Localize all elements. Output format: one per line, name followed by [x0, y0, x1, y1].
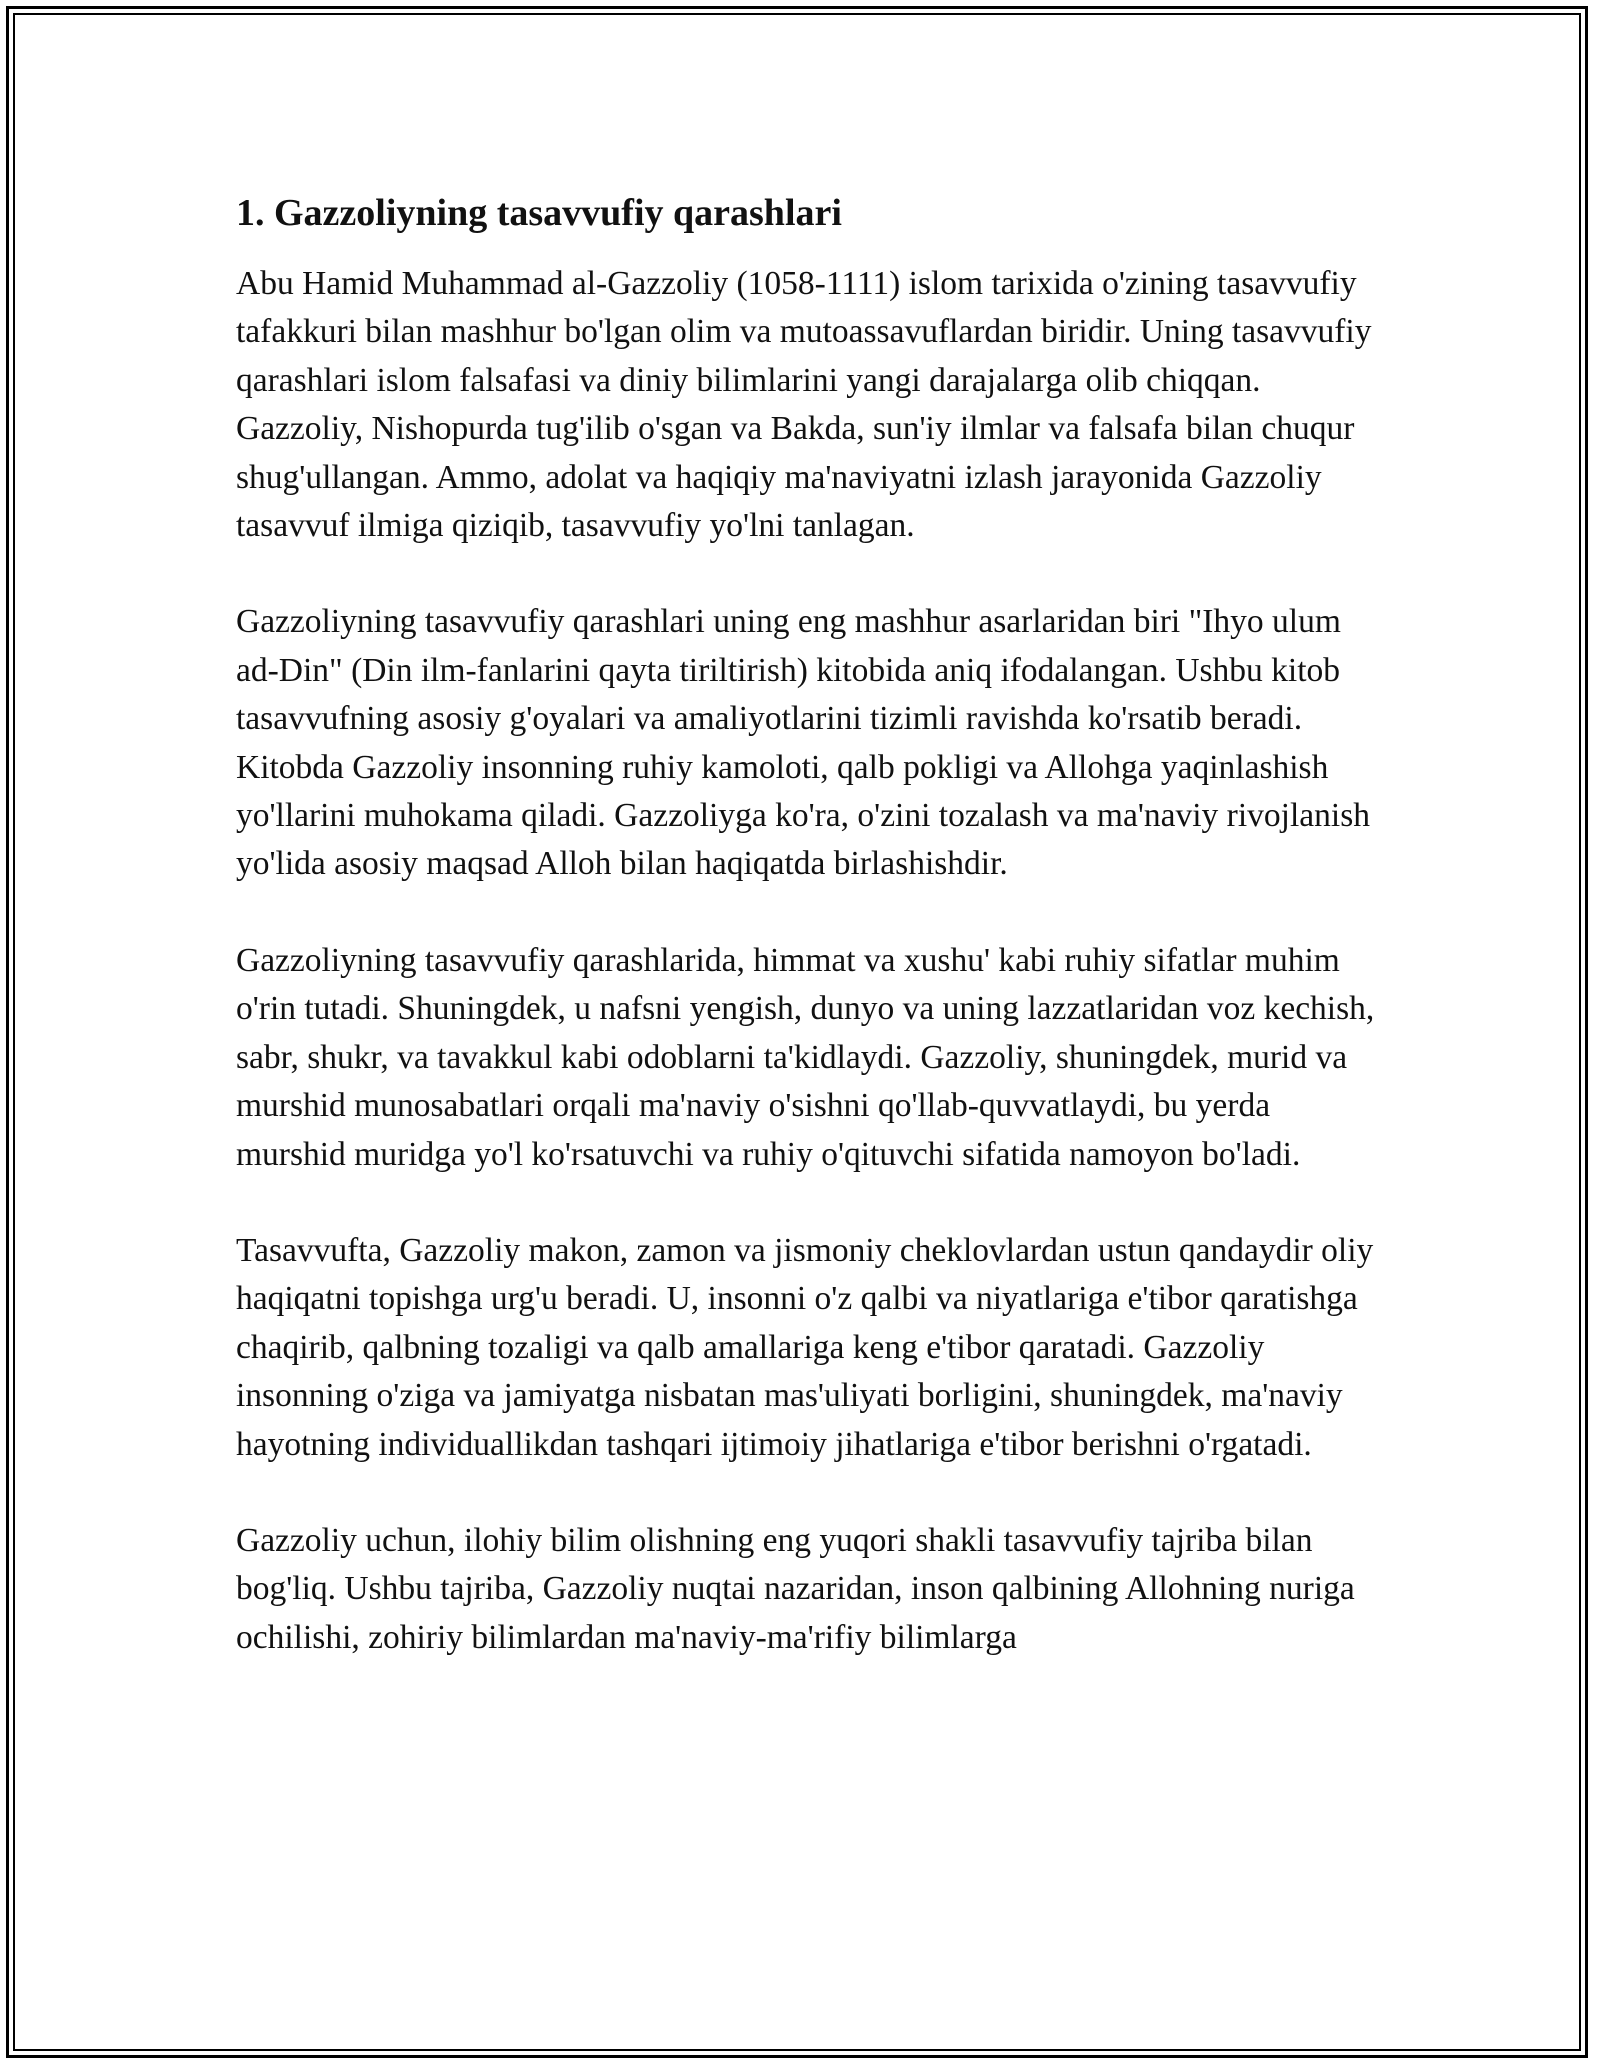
paragraph-1: Abu Hamid Muhammad al-Gazzoliy (1058-1111) islom tarixida o'zining tasavvufiy tafakkuri bilan mashhur bo'lgan olim va mutoassavuflardan biridir. Uning tasavvufiy qarashlari islom falsafasi va diniy bilimlarini yangi darajalarga olib chiqqan. Gazzoliy, Nishopurda tug'ilib o'sgan va Bakda, sun'iy ilmlar va falsafa bilan chuqur shug'ullangan. Ammo, adolat va haqiqiy ma'naviyatni izlash jarayonida Gazzoliy tasavvuf ilmiga qiziqib, tasavvufiy yo'lni tanlagan.	[236, 265, 1372, 545]
paragraph-4: Tasavvufta, Gazzoliy makon, zamon va jismoniy cheklovlardan ustun qandaydir oliy haqiqatni topishga urg'u beradi. U, insonni o'z qalbi va niyatlariga e'tibor qaratishga chaqirib, qalbning tozaligi va qalb amallariga keng e'tibor qaratadi. Gazzoliy insonning o'ziga va jamiyatga nisbatan mas'uliyati borligini, shuningdek, ma'naviy hayotning individuallikdan tashqari ijtimoiy jihatlariga e'tibor berishni o'rgatadi.	[236, 1231, 1374, 1463]
paragraph-2: Gazzoliyning tasavvufiy qarashlari uning eng mashhur asarlaridan biri "Ihyo ulum ad-Din" (Din ilm-fanlarini qayta tiriltirish) kitobida aniq ifodalangan. Ushbu kitob tasavvufning asosiy g'oyalari va amaliyotlarini tizimli ravishda ko'rsatib beradi. Kitobda Gazzoliy insonning ruhiy kamoloti, qalb pokligi va Allohga yaqinlashish yo'llarini muhokama qiladi. Gazzoliyga ko'ra, o'zini tozalash va ma'naviy rivojlanish yo'lida asosiy maqsad Alloh bilan haqiqatda birlashishdir.	[236, 603, 1370, 883]
paragraph-3: Gazzoliyning tasavvufiy qarashlarida, himmat va xushu' kabi ruhiy sifatlar muhim o'rin tutadi. Shuningdek, u nafsni yengish, dunyo va uning lazzatlaridan voz kechish, sabr, shukr, va tavakkul kabi odoblarni ta'kidlaydi. Gazzoliy, shuningdek, murid va murshid munosabatlari orqali ma'naviy o'sishni qo'llab-quvvatlaydi, bu yerda murshid muridga yo'l ko'rsatuvchi va ruhiy o'qituvchi sifatida namoyon bo'ladi.	[236, 941, 1375, 1173]
section-heading: 1. Gazzoliyning tasavvufiy qarashlari	[236, 192, 842, 234]
paragraph-5: Gazzoliy uchun, ilohiy bilim olishning eng yuqori shakli tasavvufiy tajriba bilan bog'liq. Ushbu tajriba, Gazzoliy nuqtai nazaridan, inson qalbining Allohning nuriga ochilishi, zohiriy bilimlardan ma'naviy-ma'rifiy bilimlarga	[236, 1521, 1355, 1656]
document-body	[236, 186, 1386, 1662]
